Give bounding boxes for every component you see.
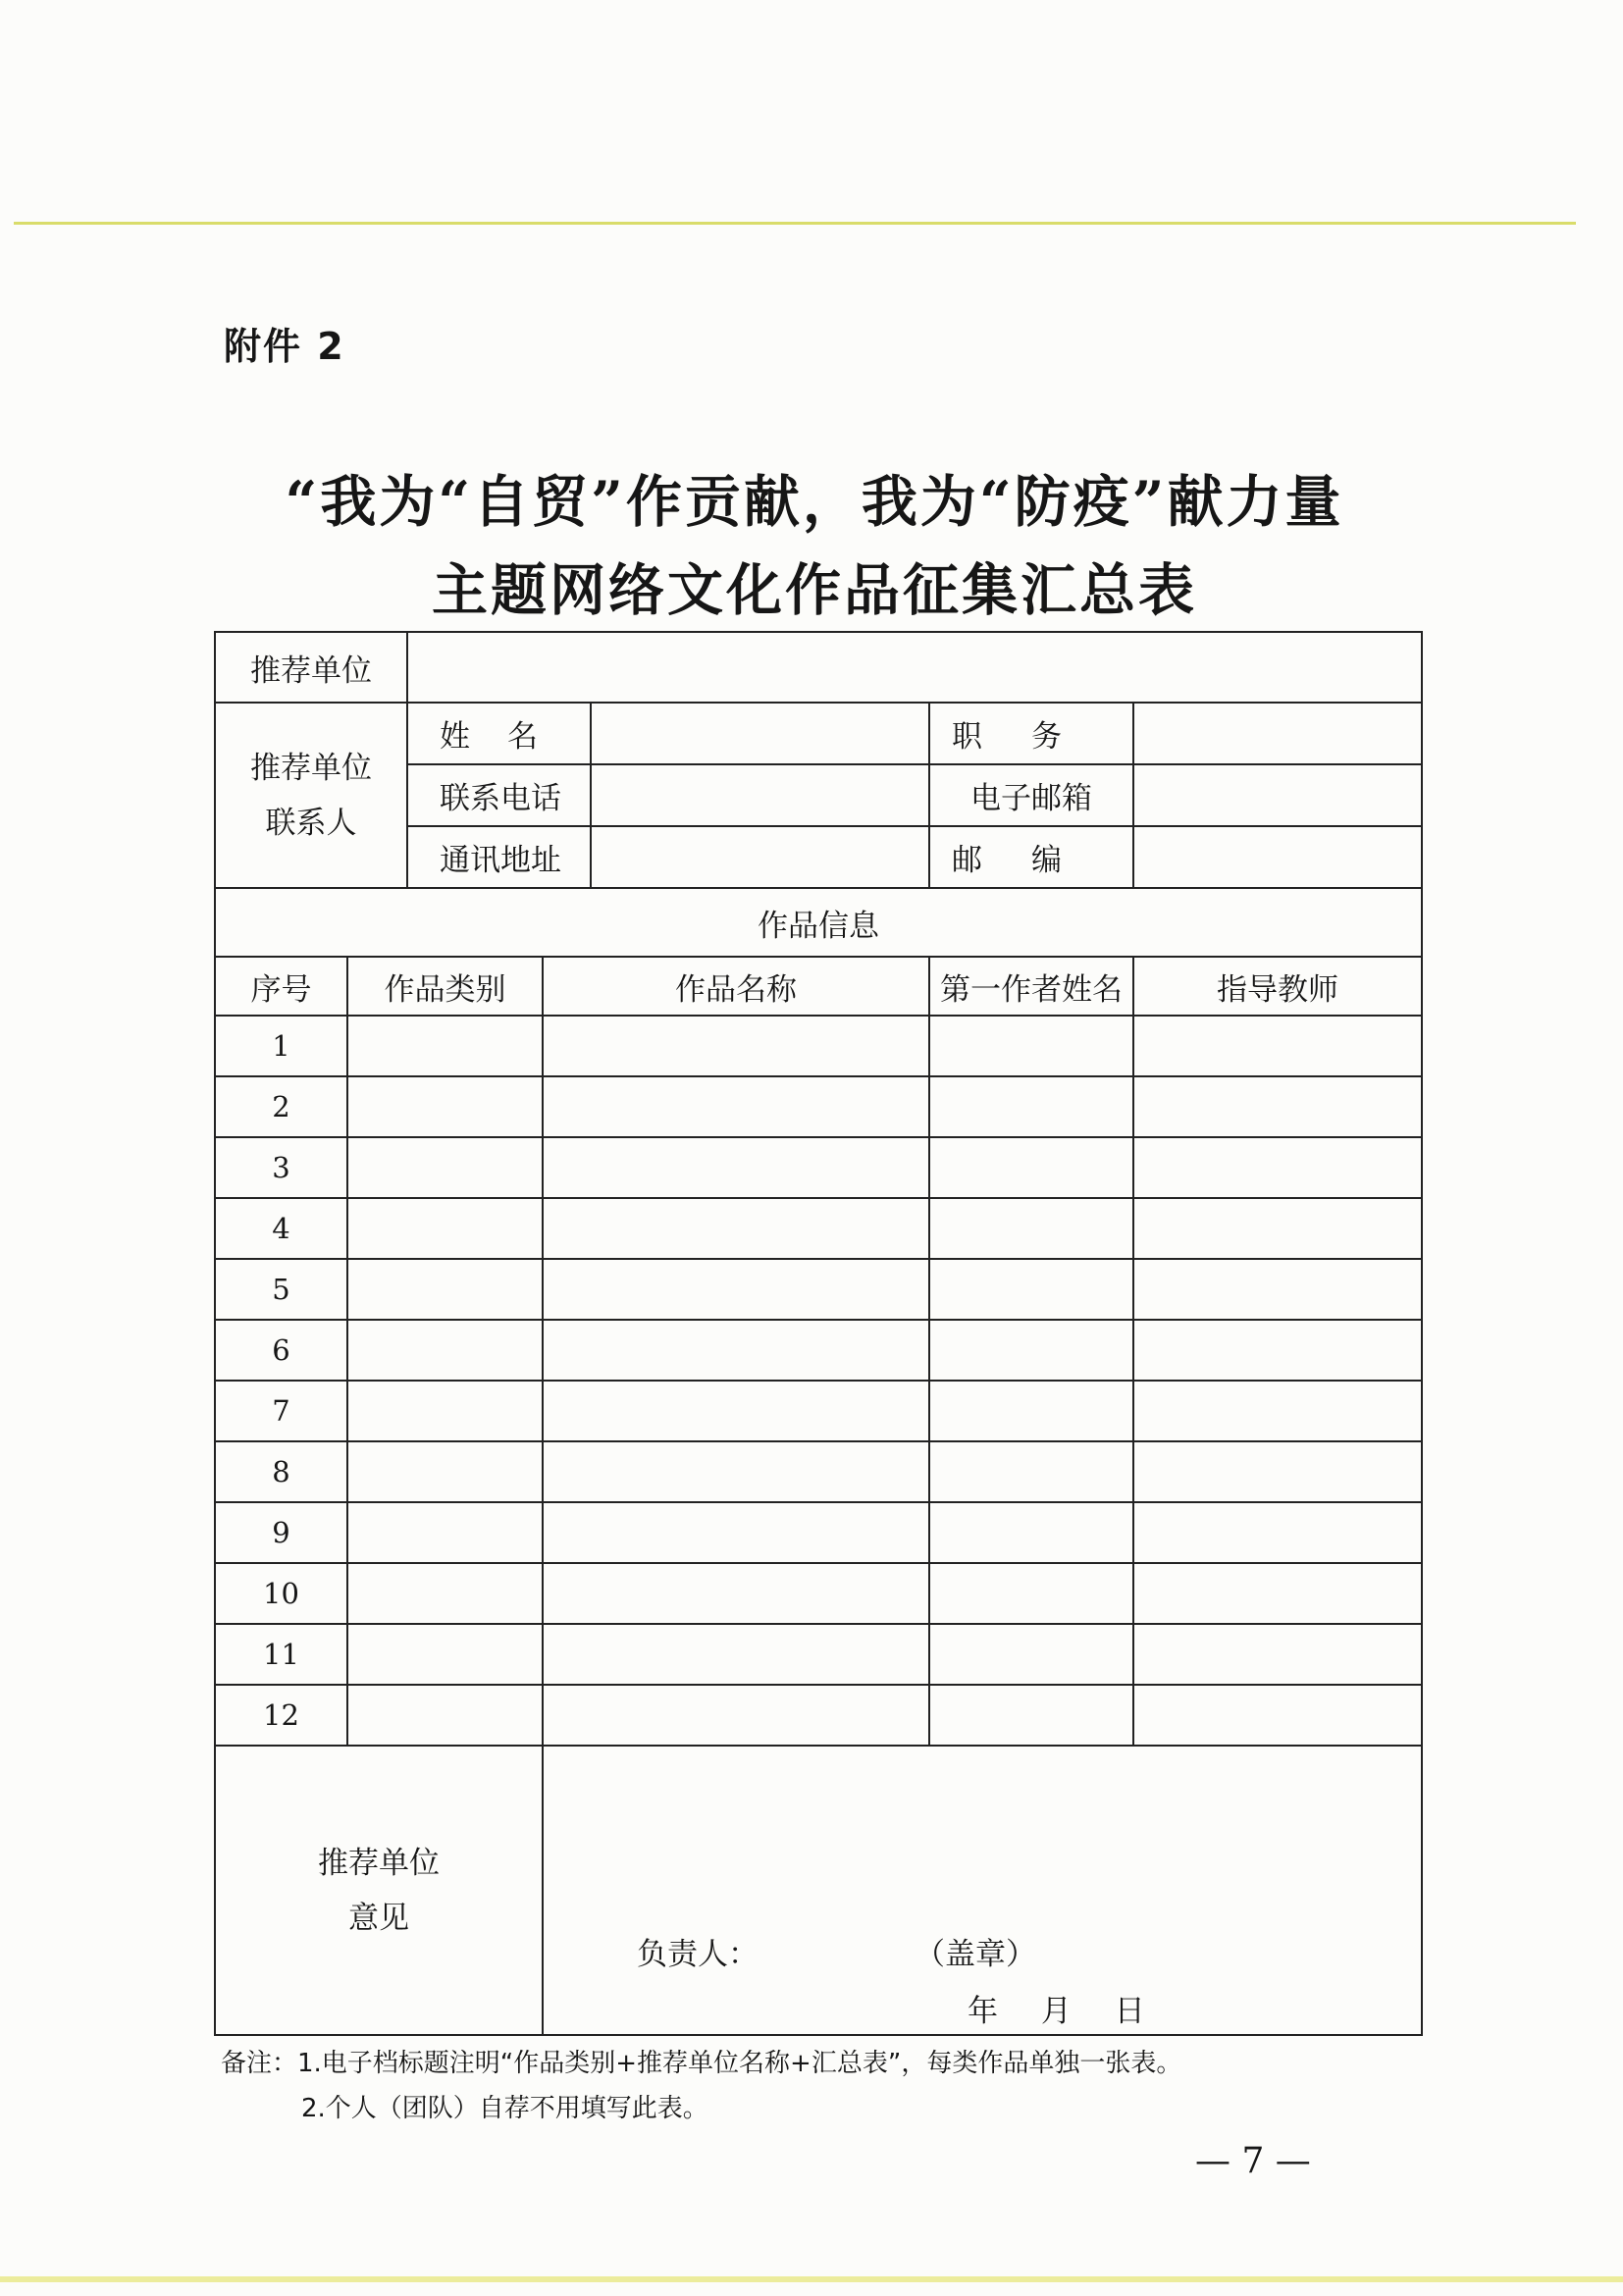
column-header: 第一作者姓名 xyxy=(929,957,1133,1016)
table-row xyxy=(215,1076,1422,1137)
document-title-line2: 主题网络文化作品征集汇总表 xyxy=(432,557,1197,623)
instructor-cell[interactable] xyxy=(1133,1624,1422,1685)
category-cell[interactable] xyxy=(347,1563,543,1624)
date-line xyxy=(968,1986,1178,2030)
row-number: 6 xyxy=(215,1320,347,1381)
opinion-label-line1: 推荐单位 xyxy=(318,1845,440,1881)
first-author-cell[interactable] xyxy=(929,1076,1133,1137)
instructor-cell[interactable] xyxy=(1133,1137,1422,1198)
notes xyxy=(221,2041,1181,2131)
instructor-cell[interactable] xyxy=(1133,1441,1422,1502)
row-number: 5 xyxy=(215,1259,347,1320)
instructor-cell[interactable] xyxy=(1133,1076,1422,1137)
table-row xyxy=(215,1624,1422,1685)
work-name-cell[interactable] xyxy=(543,1381,929,1441)
position-label: 职务 xyxy=(929,703,1133,764)
instructor-cell[interactable] xyxy=(1133,1320,1422,1381)
seal-label: （盖章） xyxy=(915,1937,1036,1972)
date-year: 年 xyxy=(968,1994,998,2029)
top-rule xyxy=(14,222,1576,225)
table-row xyxy=(215,1016,1422,1076)
row-number: 9 xyxy=(215,1502,347,1563)
summary-form-table xyxy=(214,631,1423,2036)
table-row xyxy=(215,1685,1422,1746)
category-cell[interactable] xyxy=(347,1441,543,1502)
first-author-cell[interactable] xyxy=(929,1624,1133,1685)
opinion-label-line2: 意见 xyxy=(348,1900,409,1936)
recommend-unit-field[interactable] xyxy=(407,632,1422,703)
table-row xyxy=(215,1381,1422,1441)
work-name-cell[interactable] xyxy=(543,1137,929,1198)
first-author-cell[interactable] xyxy=(929,1137,1133,1198)
row-number: 3 xyxy=(215,1137,347,1198)
row-number: 2 xyxy=(215,1076,347,1137)
recommend-unit-label: 推荐单位 xyxy=(215,632,407,703)
first-author-cell[interactable] xyxy=(929,1016,1133,1076)
address-label: 通讯地址 xyxy=(407,826,591,888)
first-author-cell[interactable] xyxy=(929,1502,1133,1563)
name-field[interactable] xyxy=(591,703,929,764)
category-cell[interactable] xyxy=(347,1502,543,1563)
row-number: 11 xyxy=(215,1624,347,1685)
postcode-label: 邮编 xyxy=(929,826,1133,888)
contact-label-line1: 推荐单位 xyxy=(250,750,372,786)
first-author-cell[interactable] xyxy=(929,1685,1133,1746)
work-name-cell[interactable] xyxy=(543,1685,929,1746)
email-field[interactable] xyxy=(1133,764,1422,826)
row-number: 1 xyxy=(215,1016,347,1076)
table-row xyxy=(215,1441,1422,1502)
signatory-label: 负责人： xyxy=(637,1937,759,1972)
instructor-cell[interactable] xyxy=(1133,1259,1422,1320)
category-cell[interactable] xyxy=(347,1685,543,1746)
table-row xyxy=(215,1137,1422,1198)
opinion-label xyxy=(215,1746,543,2035)
column-header: 作品类别 xyxy=(347,957,543,1016)
work-name-cell[interactable] xyxy=(543,1016,929,1076)
table-row xyxy=(215,1320,1422,1381)
email-label: 电子邮箱 xyxy=(929,764,1133,826)
category-cell[interactable] xyxy=(347,1076,543,1137)
first-author-cell[interactable] xyxy=(929,1259,1133,1320)
attachment-label: 附件 2 xyxy=(224,325,345,368)
document-title-line1: “我为“自贸”作贡献，我为“防疫”献力量 xyxy=(285,469,1344,535)
first-author-cell[interactable] xyxy=(929,1381,1133,1441)
work-name-cell[interactable] xyxy=(543,1502,929,1563)
page-number: — 7 — xyxy=(1195,2141,1311,2181)
category-cell[interactable] xyxy=(347,1381,543,1441)
work-name-cell[interactable] xyxy=(543,1198,929,1259)
phone-field[interactable] xyxy=(591,764,929,826)
first-author-cell[interactable] xyxy=(929,1441,1133,1502)
postcode-field[interactable] xyxy=(1133,826,1422,888)
opinion-field[interactable] xyxy=(543,1746,1422,2035)
first-author-cell[interactable] xyxy=(929,1320,1133,1381)
column-header: 作品名称 xyxy=(543,957,929,1016)
phone-label: 联系电话 xyxy=(407,764,591,826)
work-name-cell[interactable] xyxy=(543,1563,929,1624)
date-day: 日 xyxy=(1114,1994,1145,2029)
work-name-cell[interactable] xyxy=(543,1259,929,1320)
column-header: 指导教师 xyxy=(1133,957,1422,1016)
row-number: 4 xyxy=(215,1198,347,1259)
work-name-cell[interactable] xyxy=(543,1320,929,1381)
category-cell[interactable] xyxy=(347,1137,543,1198)
first-author-cell[interactable] xyxy=(929,1563,1133,1624)
category-cell[interactable] xyxy=(347,1016,543,1076)
category-cell[interactable] xyxy=(347,1320,543,1381)
work-name-cell[interactable] xyxy=(543,1441,929,1502)
column-header: 序号 xyxy=(215,957,347,1016)
works-rows xyxy=(215,1016,1422,1746)
work-name-cell[interactable] xyxy=(543,1076,929,1137)
instructor-cell[interactable] xyxy=(1133,1198,1422,1259)
table-row xyxy=(215,1563,1422,1624)
row-number: 7 xyxy=(215,1381,347,1441)
instructor-cell[interactable] xyxy=(1133,1685,1422,1746)
note-line1: 备注：1.电子档标题注明“作品类别+推荐单位名称+汇总表”，每类作品单独一张表。 xyxy=(221,2049,1182,2078)
contact-person-label xyxy=(215,703,407,888)
contact-label-line2: 联系人 xyxy=(265,805,357,841)
table-row xyxy=(215,1198,1422,1259)
row-number: 8 xyxy=(215,1441,347,1502)
instructor-cell[interactable] xyxy=(1133,1563,1422,1624)
first-author-cell[interactable] xyxy=(929,1198,1133,1259)
instructor-cell[interactable] xyxy=(1133,1381,1422,1441)
position-field[interactable] xyxy=(1133,703,1422,764)
work-name-cell[interactable] xyxy=(543,1624,929,1685)
row-number: 10 xyxy=(215,1563,347,1624)
category-cell[interactable] xyxy=(347,1624,543,1685)
date-month: 月 xyxy=(1040,1994,1072,2029)
instructor-cell[interactable] xyxy=(1133,1016,1422,1076)
note-line2: 2.个人（团队）自荐不用填写此表。 xyxy=(301,2094,708,2123)
instructor-cell[interactable] xyxy=(1133,1502,1422,1563)
category-cell[interactable] xyxy=(347,1198,543,1259)
name-label: 姓名 xyxy=(407,703,591,764)
row-number: 12 xyxy=(215,1685,347,1746)
table-row xyxy=(215,1259,1422,1320)
bottom-rule xyxy=(0,2276,1623,2282)
table-row xyxy=(215,1502,1422,1563)
works-section-title: 作品信息 xyxy=(215,888,1422,957)
category-cell[interactable] xyxy=(347,1259,543,1320)
address-field[interactable] xyxy=(591,826,929,888)
